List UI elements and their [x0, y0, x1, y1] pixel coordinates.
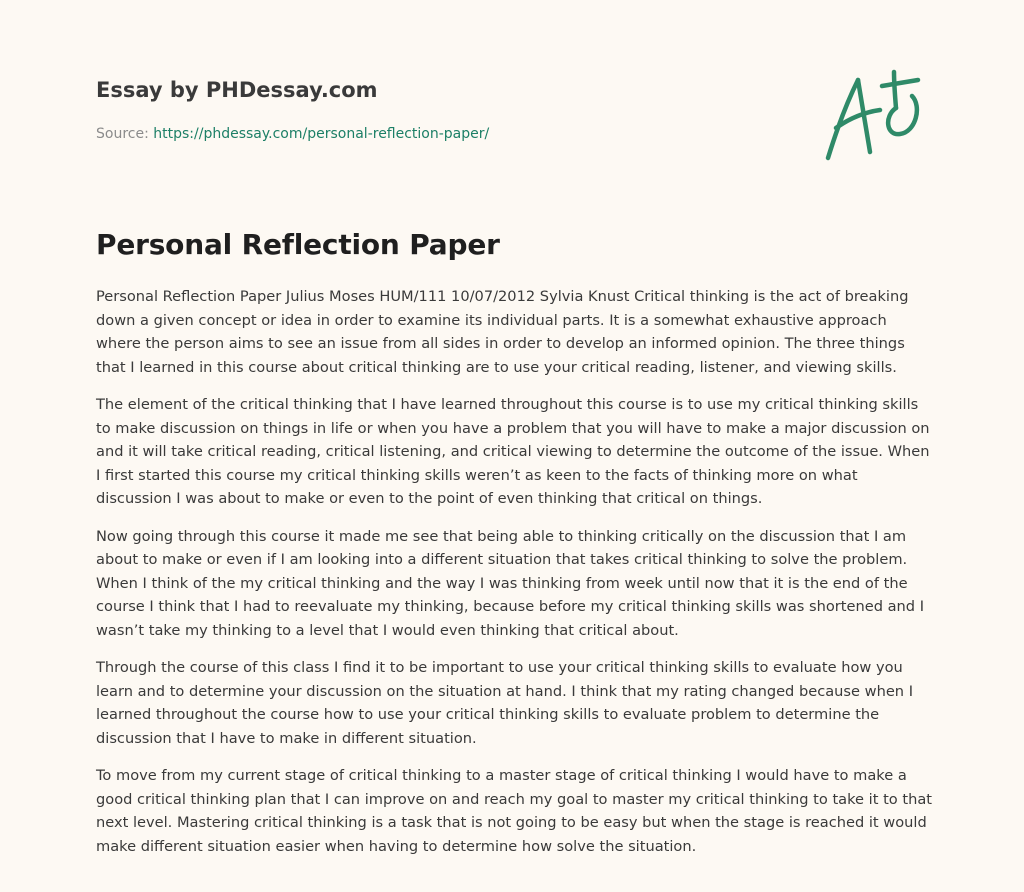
- essay-paragraph: Personal Reflection Paper Julius Moses HUM/111 10/07/2012 Sylvia Knust Critical thinking is the act of breaking down a given concept or idea in order to examine its individual parts. It is a somewhat exhaustive approach where the person aims to see an issue from all sides in order to develop an informed opinion. The three things that I learned in this course about critical thinking are to use your critical reading, listener, and viewing skills.: [96, 288, 909, 376]
- essay-paragraph: To move from my current stage of critical thinking to a master stage of critical thinking I would have to make a good critical thinking plan that I can improve on and reach my goal to master my critical thinking to take it to that next level. Mastering critical thinking is a task that is not going to be easy but when the stage is reached it would make different situation easier when having to determine how solve the situation.: [96, 767, 933, 855]
- source-line: [96, 124, 796, 144]
- site-title: Essay by PHDessay.com: [96, 78, 378, 102]
- essay-paragraph: Through the course of this class I find it to be important to use your critical thinking skills to evaluate how you learn and to determine your discussion on the situation at hand. I think that my rating changed because when I learned throughout the course how to use your critical thinking skills to evaluate problem to determine the discussion that I have to make in different situation.: [96, 659, 913, 747]
- source-label: Source:: [96, 126, 149, 142]
- source-link[interactable]: https://phdessay.com/personal-reflection-paper/: [153, 126, 490, 142]
- a-plus-grade-icon: [820, 62, 932, 166]
- essay-title: Personal Reflection Paper: [96, 228, 500, 261]
- essay-paragraph: Now going through this course it made me see that being able to thinking critically on the discussion that I am about to make or even if I am looking into a different situation that takes critical thinking to solve the problem. When I think of the my critical thinking and the way I was thinking from week until now that it is the end of the course I think that I had to reevaluate my thinking, because before my critical thinking skills was shortened and I wasn’t take my thinking to a level that I would even thinking that critical about.: [96, 527, 925, 639]
- essay-body: [96, 285, 932, 872]
- essay-header: [96, 74, 796, 144]
- essay-paragraph: The element of the critical thinking that I have learned throughout this course is to use my critical thinking skills to make discussion on things in life or when you have a problem that you will have to make a major discussion on and it will take critical reading, critical listening, and critical viewing to determine the outcome of the issue. When I first started this course my critical thinking skills weren’t as keen to the facts of thinking more on what discussion I was about to make or even to the point of even thinking that critical on things.: [96, 396, 930, 507]
